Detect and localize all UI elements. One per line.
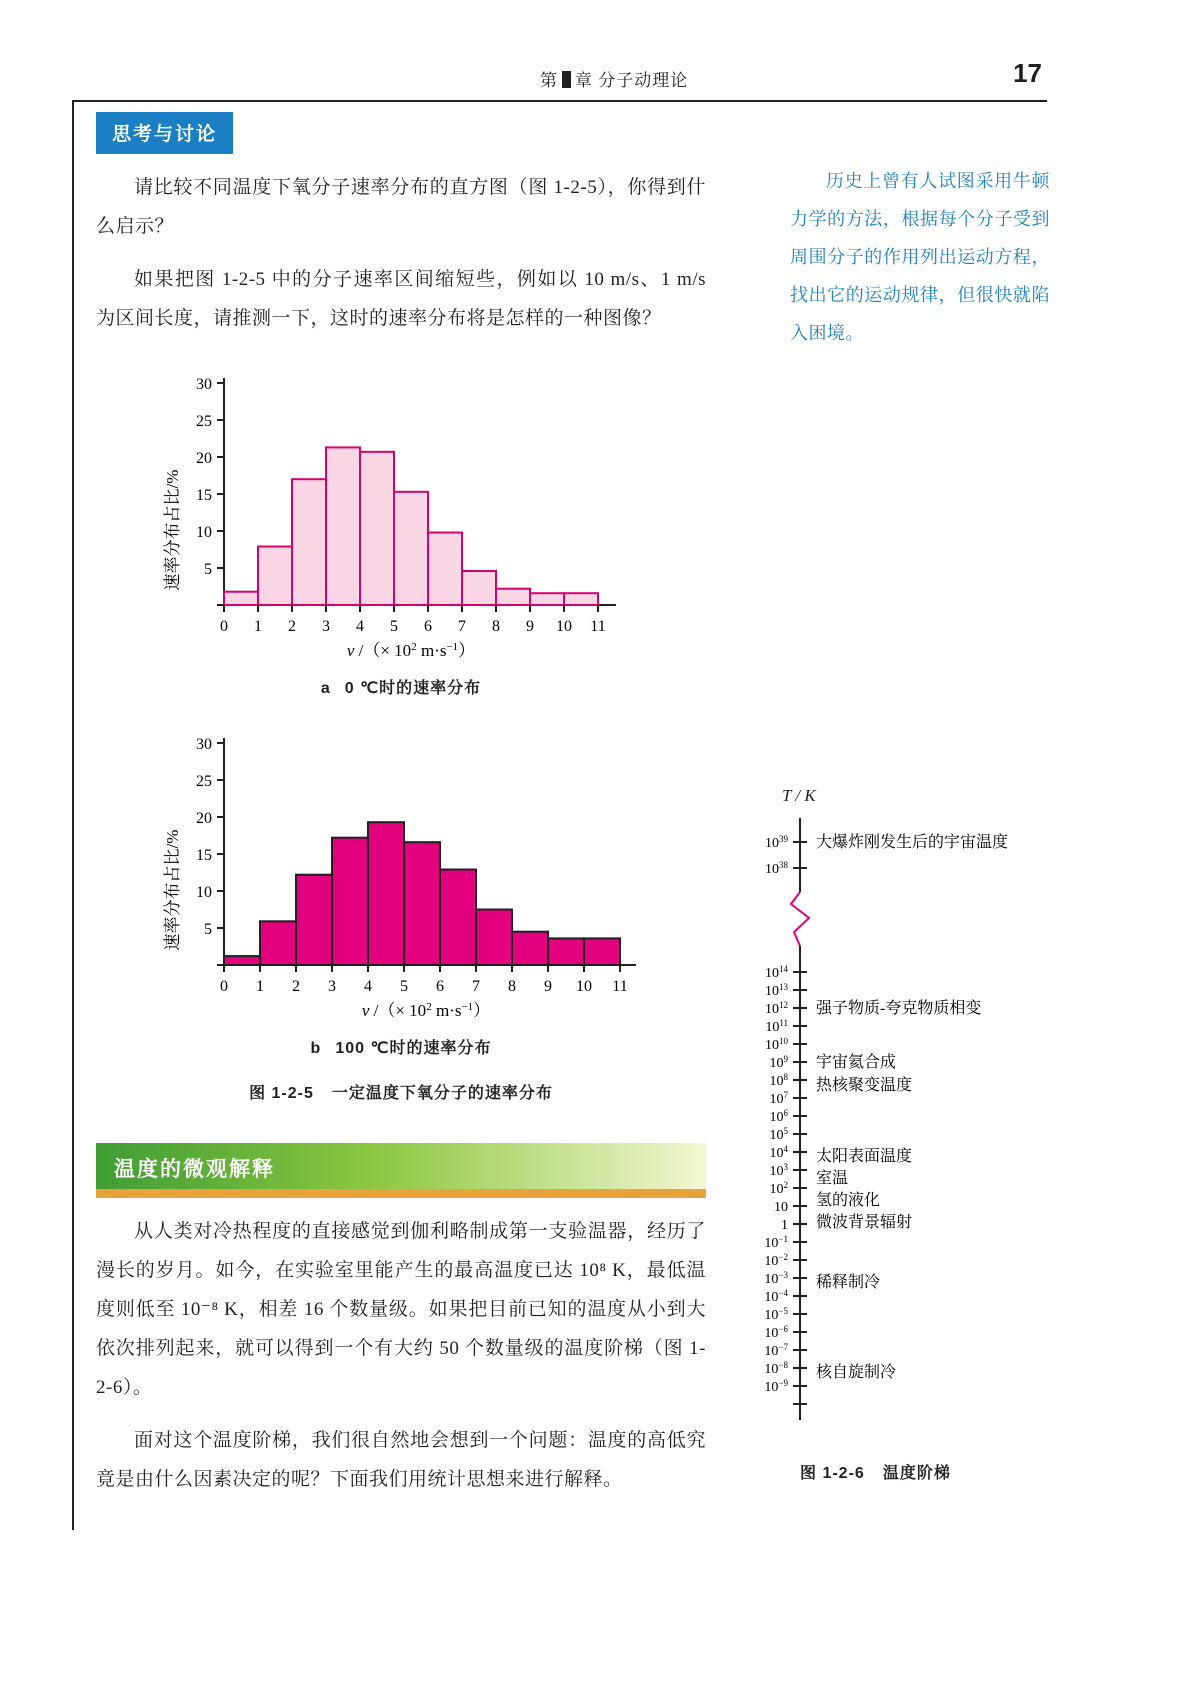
svg-text:0: 0 [220, 618, 228, 635]
figure-1-2-6-caption [800, 1460, 1060, 1483]
svg-text:109: $10^9$ [769, 1054, 788, 1071]
svg-text:10−8: $10^{-8}$ [764, 1360, 788, 1377]
svg-text:2: 2 [288, 618, 296, 635]
header-chapter-suffix: 章 分子动理论 [575, 71, 689, 90]
svg-text:10: 10 [774, 1200, 788, 1215]
svg-text:20: 20 [196, 810, 212, 827]
svg-text:8: 8 [492, 618, 500, 635]
svg-text:10−9: $10^{-9}$ [764, 1378, 788, 1395]
ladder-axis-title: T / K [782, 786, 816, 805]
ladder-svg [760, 800, 1060, 1440]
svg-text:强子物质-夸克物质相变: 强子物质-夸克物质相变 [816, 1000, 982, 1017]
svg-text:30: 30 [196, 736, 212, 753]
chart-a-block [96, 360, 706, 698]
svg-text:10: 10 [196, 884, 212, 901]
svg-text:9: 9 [526, 618, 534, 635]
svg-text:5: 5 [400, 978, 408, 995]
section-banner [96, 1143, 706, 1189]
discussion-paragraph-1: 请比较不同温度下氧分子速率分布的直方图（图 1-2-5），你得到什么启示？ [96, 177, 706, 237]
svg-text:15: 15 [196, 487, 212, 504]
figure-1-2-5-number: 图 1-2-5 [249, 1085, 314, 1102]
svg-text:108: $10^8$ [769, 1072, 788, 1089]
chart-a-caption [96, 675, 706, 698]
svg-text:15: 15 [196, 847, 212, 864]
svg-text:1: 1 [256, 978, 264, 995]
svg-text:1: 1 [254, 618, 262, 635]
svg-text:25: 25 [196, 773, 212, 790]
svg-text:微波背景辐射: 微波背景辐射 [816, 1214, 913, 1231]
svg-text:宇宙氦合成: 宇宙氦合成 [816, 1054, 897, 1071]
svg-text:1013: $10^{13}$ [765, 982, 788, 999]
svg-text:室温: 室温 [816, 1170, 849, 1187]
chart-a-label: a [320, 680, 331, 697]
svg-text:10−5: $10^{-5}$ [764, 1306, 788, 1323]
chapter-number-mark [562, 71, 571, 88]
svg-text:10−7: $10^{-7}$ [764, 1342, 788, 1359]
svg-text:6: 6 [424, 618, 432, 635]
chart-a-svg [96, 360, 706, 660]
figure-1-2-5-caption [96, 1080, 706, 1103]
svg-text:1: 1 [781, 1218, 788, 1233]
discussion-tag: 思考与讨论 [96, 112, 233, 154]
svg-text:1039: $10^{39}$ [765, 834, 788, 851]
chart-b-svg [96, 720, 706, 1020]
section-paragraph-2: 面对这个温度阶梯，我们很自然地会想到一个问题：温度的高低究竟是由什么因素决定的呢？下面我们用统计思想来进行解释。 [96, 1430, 706, 1490]
svg-text:11: 11 [590, 618, 606, 635]
svg-text:10: 10 [576, 978, 592, 995]
svg-text:v /（× 102 m·s−1）: v /（× $10^2$ $m\cdot s^{-1}$） [361, 1001, 491, 1020]
svg-text:4: 4 [356, 618, 364, 635]
svg-text:3: 3 [322, 618, 330, 635]
chart-b-label: b [310, 1040, 322, 1057]
svg-text:5: 5 [390, 618, 398, 635]
svg-text:1014: $10^{14}$ [765, 964, 788, 981]
chart-b-text: 100 ℃时的速率分布 [335, 1040, 492, 1057]
svg-text:热核聚变温度: 热核聚变温度 [816, 1077, 913, 1094]
figure-1-2-5-title: 一定温度下氧分子的速率分布 [331, 1085, 553, 1102]
svg-text:20: 20 [196, 450, 212, 467]
svg-text:1038: $10^{38}$ [765, 860, 788, 877]
svg-text:太阳表面温度: 太阳表面温度 [816, 1148, 913, 1165]
svg-text:6: 6 [436, 978, 444, 995]
svg-text:10: 10 [196, 524, 212, 541]
svg-text:核自旋制冷: 核自旋制冷 [816, 1364, 897, 1381]
section-banner-underbar [96, 1189, 706, 1198]
svg-text:稀释制冷: 稀释制冷 [816, 1274, 881, 1291]
svg-text:30: 30 [196, 376, 212, 393]
svg-text:3: 3 [328, 978, 336, 995]
svg-text:25: 25 [196, 413, 212, 430]
margin-note: 历史上曾有人试图采用牛顿力学的方法，根据每个分子受到周围分子的作用列出运动方程，找出它的运动规律，但很快就陷入困境。 [790, 171, 1050, 343]
svg-text:4: 4 [364, 978, 372, 995]
svg-text:10−2: $10^{-2}$ [764, 1252, 788, 1269]
svg-text:10−6: $10^{-6}$ [764, 1324, 788, 1341]
svg-text:11: 11 [612, 978, 628, 995]
svg-text:速率分布占比/%: 速率分布占比/% [163, 469, 182, 591]
chart-b-block [96, 720, 706, 1058]
svg-text:102: $10^2$ [769, 1180, 788, 1197]
svg-text:9: 9 [544, 978, 552, 995]
chart-b-caption [96, 1035, 706, 1058]
figure-1-2-6 [760, 786, 1060, 1482]
svg-text:10−4: $10^{-4}$ [764, 1288, 788, 1305]
svg-text:5: 5 [204, 561, 212, 578]
svg-text:1010: $10^{10}$ [765, 1036, 788, 1053]
svg-text:7: 7 [472, 978, 480, 995]
main-column [96, 112, 706, 1499]
svg-text:1011: $10^{11}$ [765, 1018, 788, 1035]
svg-text:5: 5 [204, 921, 212, 938]
svg-text:1012: $10^{12}$ [765, 1000, 788, 1017]
svg-text:10: 10 [556, 618, 572, 635]
section-banner-title: 温度的微观解释 [114, 1158, 275, 1181]
left-margin-rule [72, 100, 74, 1530]
discussion-paragraph-2: 如果把图 1-2-5 中的分子速率区间缩短些，例如以 10 m/s、1 m/s 为区间长度，请推测一下，这时的速率分布将是怎样的一种图像？ [96, 269, 706, 329]
page-number: 17 [1013, 58, 1042, 88]
svg-text:10−3: $10^{-3}$ [764, 1270, 788, 1287]
header-chapter-prefix: 第 [540, 71, 558, 90]
svg-text:104: $10^4$ [769, 1144, 788, 1161]
svg-text:大爆炸刚发生后的宇宙温度: 大爆炸刚发生后的宇宙温度 [816, 834, 1009, 851]
figure-1-2-6-number: 图 1-2-6 [800, 1465, 865, 1482]
svg-text:10−1: $10^{-1}$ [764, 1234, 788, 1251]
svg-text:速率分布占比/%: 速率分布占比/% [163, 829, 182, 951]
svg-text:103: $10^3$ [769, 1162, 788, 1179]
header-rule [72, 100, 1047, 102]
svg-text:2: 2 [292, 978, 300, 995]
svg-text:氢的液化: 氢的液化 [816, 1192, 881, 1209]
chart-a-text: 0 ℃时的速率分布 [344, 680, 482, 697]
svg-text:105: $10^5$ [769, 1126, 788, 1143]
page-header [540, 66, 688, 91]
svg-text:7: 7 [458, 618, 466, 635]
svg-text:8: 8 [508, 978, 516, 995]
figure-1-2-6-title: 温度阶梯 [882, 1465, 951, 1482]
svg-text:106: $10^6$ [769, 1108, 788, 1125]
svg-text:0: 0 [220, 978, 228, 995]
svg-text:107: $10^7$ [769, 1090, 788, 1107]
section-paragraph-1: 从人类对冷热程度的直接感觉到伽利略制成第一支验温器，经历了漫长的岁月。如今，在实验室里能产生的最高温度已达 10⁸ K，最低温度则低至 10⁻⁸ K，相差 16 个数量级。如果把目前已知的温度从小到大依次排列起来，就可以得到一个有大约 50 个数量级的温度阶梯（图 1-2-6）。 [96, 1221, 706, 1398]
svg-text:v /（× 102 m·s−1）: v /（× $10^2$ $m\cdot s^{-1}$） [346, 641, 476, 660]
